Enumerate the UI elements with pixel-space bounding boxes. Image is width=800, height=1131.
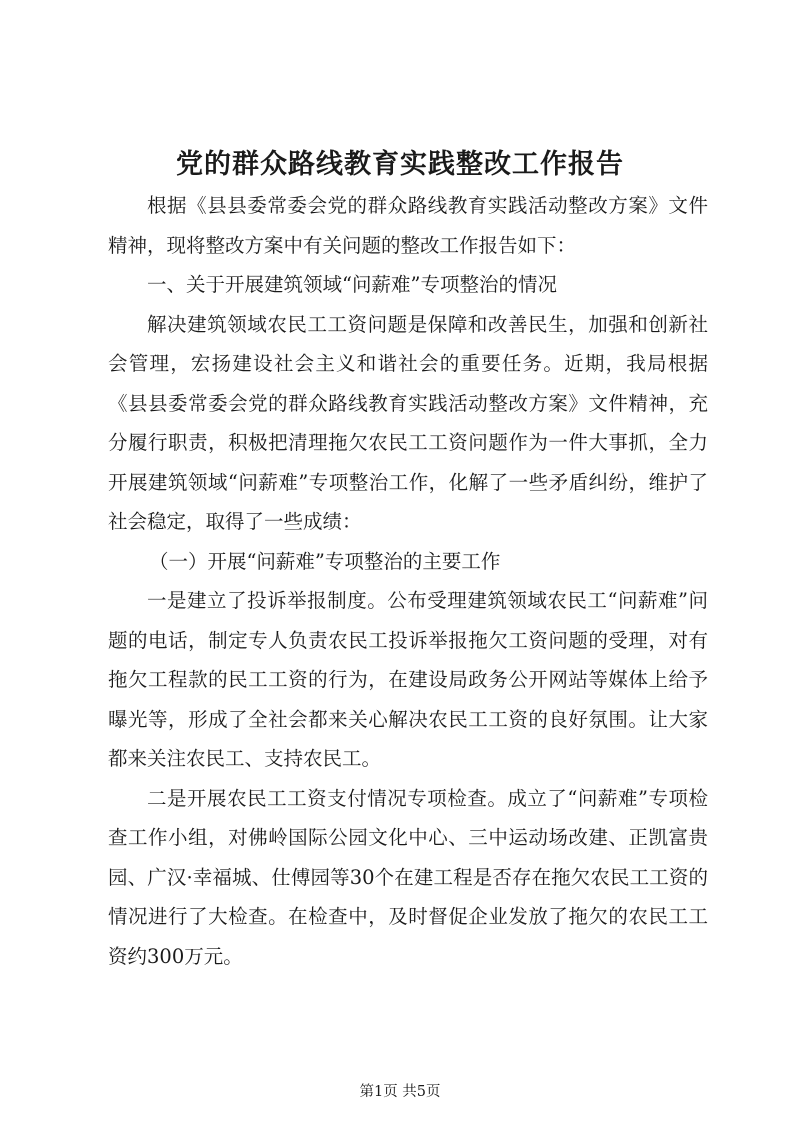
document-body [108, 186, 708, 976]
document-title: 党的群众路线教育实践整改工作报告 [176, 149, 624, 180]
paragraph-complaint-system: 一是建立了投诉举报制度。公布受理建筑领域农民工“问薪难”问题的电话，制定专人负责农民工投诉举报拖欠工资问题的受理，对有拖欠工程款的民工工资的行为，在建设局政务公开网站等媒体上给予曝光等，形成了全社会都来关心解决农民工工资的良好氛围。让大家都来关注农民工、支持农民工。 [108, 589, 708, 770]
page-footer: 第1页 共5页 [359, 1084, 441, 1100]
paragraph-background: 解决建筑领域农民工工资问题是保障和改善民生，加强和创新社会管理，宏扬建设社会主义和谐社会的重要任务。近期，我局根据《县县委常委会党的群众路线教育实践活动整改方案》文件精神，充分履行职责，积极把清理拖欠农民工工资问题作为一件大事抓，全力开展建筑领域“问薪难”专项整治工作，化解了一些矛盾纠纷，维护了社会稳定，取得了一些成绩： [108, 312, 708, 533]
paragraph-intro: 根据《县县委常委会党的群众路线教育实践活动整改方案》文件精神，现将整改方案中有关问题的整改工作报告如下： [108, 194, 708, 257]
subsection-heading: （一）开展“问薪难”专项整治的主要工作 [148, 549, 501, 573]
section-heading: 一、关于开展建筑领域“问薪难”专项整治的情况 [147, 273, 557, 296]
paragraph-wage-inspection: 二是开展农民工工资支付情况专项检查。成立了“问薪难”专项检查工作小组，对佛岭国际公园文化中心、三中运动场改建、正凯富贵园、广汉·幸福城、仕傅园等30个在建工程是否存在拖欠农民工工资的情况进行了大检查。在检查中，及时督促企业发放了拖欠的农民工工资约300万元。 [108, 786, 708, 968]
